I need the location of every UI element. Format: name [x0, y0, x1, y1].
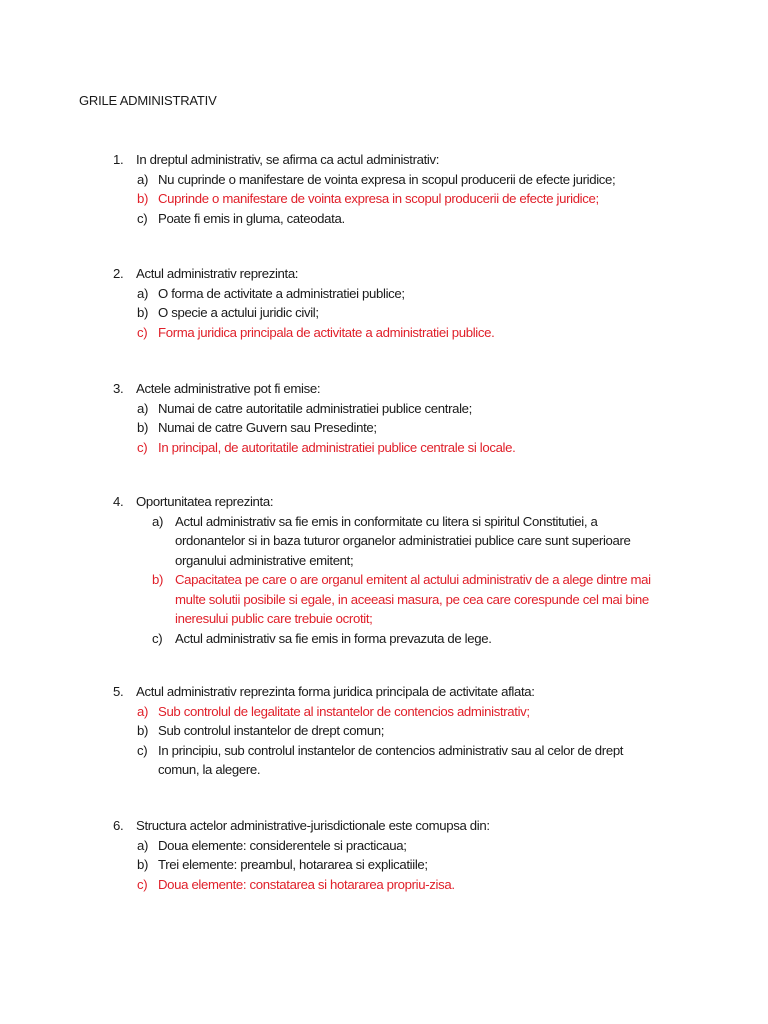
option-text: In principiu, sub controlul instantelor de contencios administrativ sau al celor de drept: [158, 742, 624, 758]
question-number: 4.: [113, 494, 124, 509]
option-text: ineresului public care trebuie ocrotit;: [175, 611, 373, 626]
option-text: Sub controlul instantelor de drept comun;: [158, 723, 385, 738]
option-label: c): [137, 210, 148, 226]
option-label: b): [137, 723, 149, 738]
question-text: Actul administrativ reprezinta:: [136, 266, 299, 281]
option-label: c): [152, 630, 163, 646]
option-label: c): [137, 876, 148, 892]
option-label: c): [137, 742, 148, 758]
document-title: GRILE ADMINISTRATIV: [79, 93, 217, 108]
option-label: a): [137, 400, 149, 416]
question-text: Actele administrative pot fi emise:: [136, 381, 321, 396]
option-label: b): [152, 572, 164, 587]
option-text: Doua elemente: considerentele si practicaua;: [158, 837, 407, 853]
option-label: b): [137, 420, 149, 435]
option-text: Forma juridica principala de activitate a administratiei publice.: [158, 324, 495, 340]
option-label: a): [137, 837, 149, 853]
option-text: ordonantelor si in baza tuturor organelor administratiei publice care sunt superioare: [175, 533, 631, 548]
option-text: Trei elemente: preambul, hotararea si explicatiile;: [158, 857, 428, 872]
question-text: In dreptul administrativ, se afirma ca actul administrativ:: [136, 152, 440, 167]
question-number: 5.: [113, 684, 124, 699]
option-label: a): [137, 703, 149, 719]
option-text: Sub controlul de legalitate al instantelor de contencios administrativ;: [158, 703, 530, 719]
option-text: Capacitatea pe care o are organul emitent al actului administrativ de a alege dintre mai: [175, 572, 651, 587]
option-text: Actul administrativ sa fie emis in conformitate cu litera si spiritul Constitutiei, a: [175, 513, 598, 529]
option-text: Cuprinde o manifestare de vointa expresa in scopul producerii de efecte juridice;: [158, 191, 599, 206]
option-text: organului administrative emitent;: [175, 552, 354, 568]
option-label: a): [137, 285, 149, 301]
option-text: Actul administrativ sa fie emis in forma prevazuta de lege.: [175, 630, 492, 646]
option-label: a): [152, 513, 164, 529]
option-text: Doua elemente: constatarea si hotararea propriu-zisa.: [158, 876, 455, 892]
question-number: 2.: [113, 266, 124, 281]
option-text: Numai de catre Guvern sau Presedinte;: [158, 420, 377, 435]
option-text: Poate fi emis in gluma, cateodata.: [158, 210, 345, 226]
option-text: Nu cuprinde o manifestare de vointa expresa in scopul producerii de efecte juridice;: [158, 171, 616, 187]
option-text: O forma de activitate a administratiei publice;: [158, 285, 405, 301]
option-label: a): [137, 171, 149, 187]
question-text: Structura actelor administrative-jurisdictionale este comupsa din:: [136, 818, 490, 833]
question-text: Oportunitatea reprezinta:: [136, 494, 274, 509]
option-label: b): [137, 191, 149, 206]
option-text: In principal, de autoritatile administratiei publice centrale si locale.: [158, 439, 516, 455]
option-text: Numai de catre autoritatile administratiei publice centrale;: [158, 400, 472, 416]
option-label: b): [137, 857, 149, 872]
question-number: 1.: [113, 152, 124, 167]
question-text: Actul administrativ reprezinta forma juridica principala de activitate aflata:: [136, 684, 535, 699]
option-text: comun, la alegere.: [158, 762, 261, 777]
option-label: c): [137, 439, 148, 455]
question-number: 3.: [113, 381, 124, 396]
question-number: 6.: [113, 818, 124, 833]
option-label: b): [137, 305, 149, 320]
option-text: multe solutii posibile si egale, in aceeasi masura, pe cea care corespunde cel mai bine: [175, 591, 649, 607]
option-text: O specie a actului juridic civil;: [158, 305, 319, 320]
option-label: c): [137, 324, 148, 340]
